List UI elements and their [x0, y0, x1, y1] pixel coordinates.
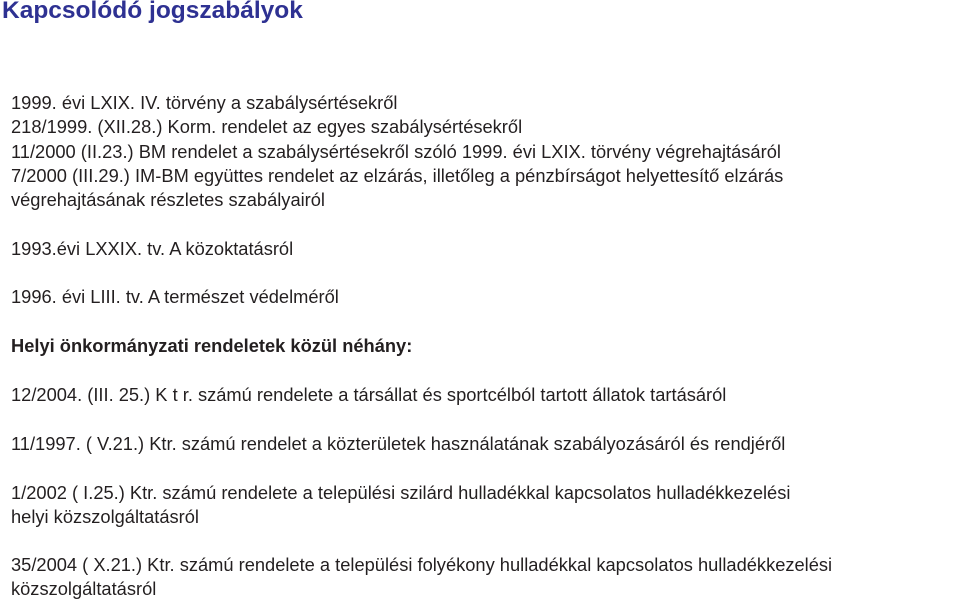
law-item: 1999. évi LXIX. IV. törvény a szabálysértésekről [11, 92, 398, 113]
regulation-item: 11/1997. ( V.21.) Ktr. számú rendelet a közterületek használatának szabályozásáról és rendjéről [11, 433, 786, 454]
regulation-item: 12/2004. (III. 25.) K t r. számú rendelete a társállat és sportcélból tartott állatok tartásáról [11, 384, 727, 405]
page-title: Kapcsolódó jogszabályok [2, 0, 303, 24]
regulation-item: 1/2002 ( I.25.) Ktr. számú rendelete a települési szilárd hulladékkal kapcsolatos hulladékkezelési [11, 482, 791, 503]
law-item: 7/2000 (III.29.) IM-BM együttes rendelet az elzárás, illetőleg a pénzbírságot helyettesítő elzárás [11, 165, 784, 186]
law-item: 11/2000 (II.23.) BM rendelet a szabálysértésekről szóló 1999. évi LXIX. törvény végrehajtásáról [11, 141, 781, 162]
law-item-continuation: végrehajtásának részletes szabályairól [11, 189, 325, 210]
law-item: 1996. évi LIII. tv. A természet védelméről [11, 286, 339, 307]
regulation-item: 35/2004 ( X.21.) Ktr. számú rendelete a települési folyékony hulladékkal kapcsolatos hulladékkezelési [11, 554, 833, 575]
law-item: 1993.évi LXXIX. tv. A közoktatásról [11, 238, 294, 259]
local-regulations-heading: Helyi önkormányzati rendeletek közül néhány: [11, 335, 413, 356]
regulation-item-continuation: helyi közszolgáltatásról [11, 506, 199, 527]
regulation-item-continuation: közszolgáltatásról [11, 578, 157, 599]
law-item: 218/1999. (XII.28.) Korm. rendelet az egyes szabálysértésekről [11, 116, 523, 137]
